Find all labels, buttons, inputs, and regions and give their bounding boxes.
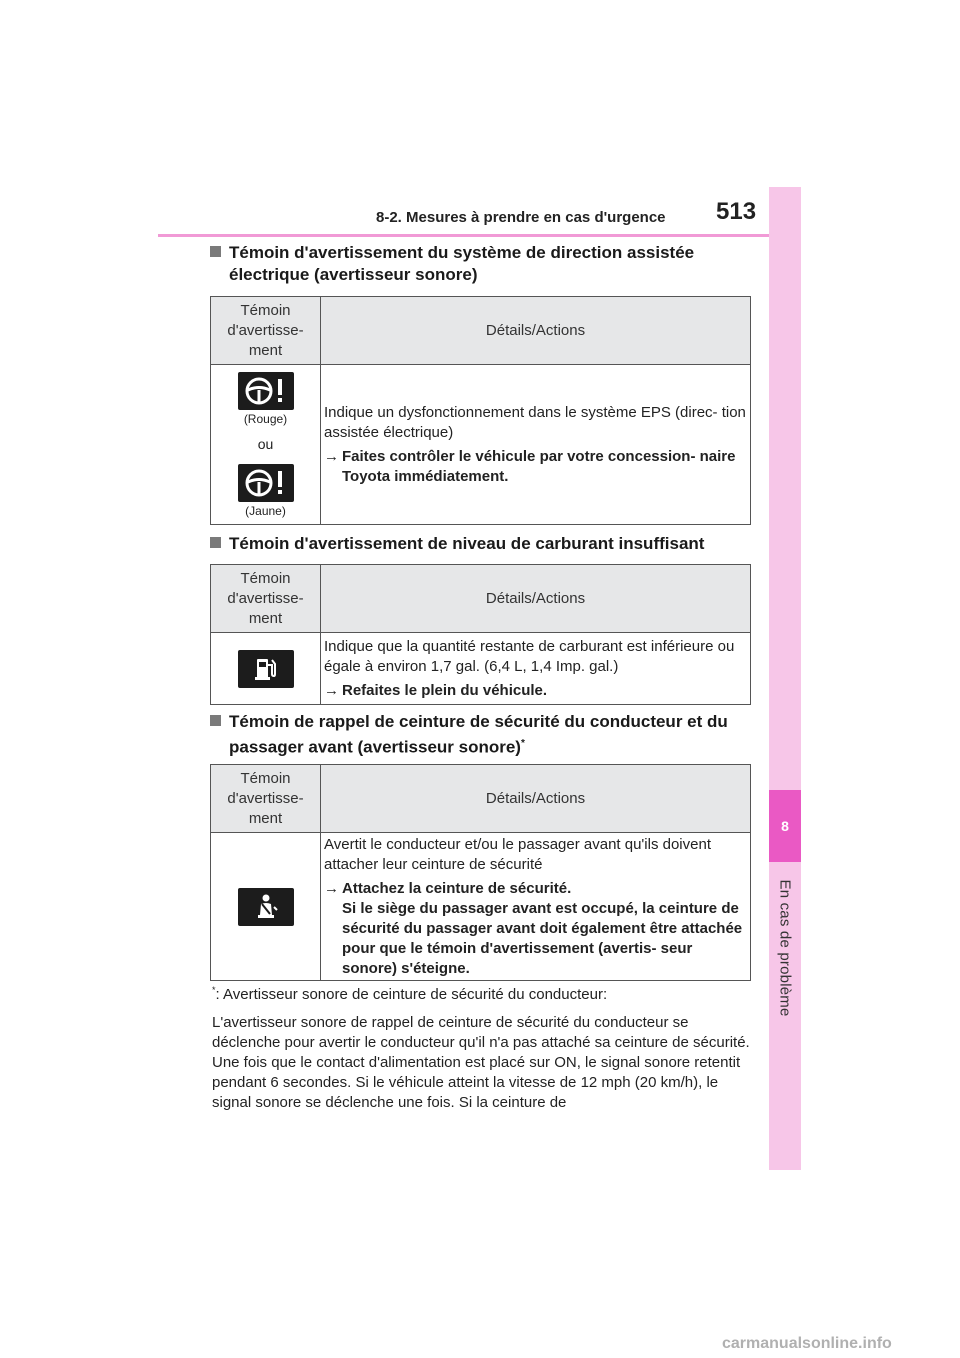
section-heading-fuel: Témoin d'avertissement de niveau de carburant insuffisant: [210, 533, 755, 555]
action-text: Refaites le plein du véhicule.: [342, 681, 548, 699]
col-header-details: Détails/Actions: [485, 322, 586, 339]
footnote: *: Avertisseur sonore de ceinture de sécurité du conducteur:: [212, 985, 608, 1003]
warning-light-cell: [211, 833, 321, 980]
table-header-row: [211, 765, 750, 832]
section-heading-seatbelt: Témoin de rappel de ceinture de sécurité du conducteur et du passager avant (avertisseur sonore)*: [210, 711, 755, 759]
description-text: Indique que la quantité restante de carburant est inférieure ou égale à environ 1,7 gal. (6,4 L, 1,4 Imp. gal.): [324, 637, 735, 675]
col-header-warning-light: Témoin d'avertisse- ment: [211, 765, 321, 832]
table-row: [211, 364, 750, 524]
table-row: [211, 632, 750, 704]
bullet-square-icon: [210, 246, 221, 257]
steering-warning-icon: [238, 464, 294, 502]
chapter-number-badge: 8: [769, 790, 801, 862]
bullet-square-icon: [210, 715, 221, 726]
fuel-pump-icon: [238, 650, 294, 688]
warning-light-cell: [211, 633, 321, 704]
col-header-details: Détails/Actions: [485, 590, 586, 607]
bullet-square-icon: [210, 537, 221, 548]
seatbelt-icon: [238, 888, 294, 926]
action-item: [324, 447, 746, 487]
table-header-row: [211, 565, 750, 632]
arrow-right-icon: →: [324, 681, 339, 699]
details-cell: [321, 633, 750, 704]
details-cell: [321, 833, 750, 980]
arrow-right-icon: →: [324, 879, 339, 897]
chapter-label: En cas de problème: [776, 879, 794, 1017]
icon-separator: ou: [257, 435, 274, 452]
chapter-side-tab: [769, 187, 801, 1170]
warning-light-cell: [211, 365, 321, 524]
col-header-warning-light: Témoin d'avertisse- ment: [211, 565, 321, 632]
action-item: [324, 879, 746, 979]
icon-caption-red: (Rouge): [243, 411, 288, 426]
watermark: carmanualsonline.info: [722, 1335, 892, 1352]
action-text: Faites contrôler le véhicule par votre concession- naire Toyota immédiatement.: [342, 447, 736, 485]
description-text: Avertit le conducteur et/ou le passager avant qu'ils doivent attacher leur ceinture de sécurité: [324, 835, 711, 873]
action-item: [324, 681, 746, 701]
table-row: [211, 832, 750, 980]
description-text: Indique un dysfonctionnement dans le système EPS (direc- tion assistée électrique): [324, 403, 746, 441]
page-number: 513: [716, 198, 757, 225]
seatbelt-warning-table: [210, 764, 751, 981]
section-breadcrumb: 8-2. Mesures à prendre en cas d'urgence: [376, 209, 666, 226]
action-text: Attachez la ceinture de sécurité.: [342, 879, 572, 897]
col-header-details: Détails/Actions: [485, 790, 586, 807]
fuel-warning-table: [210, 564, 751, 705]
body-paragraph: L'avertisseur sonore de rappel de ceinture de sécurité du conducteur se déclenche pour avertir le conducteur qu'il n'a pas attaché sa ceinture de sécurité. Une fois que le contact d'alimentation est placé sur ON, le signal sonore retentit pendant 6 secondes. Si le véhicule atteint la vitesse de 12 mph (20 km/h), le signal sonore se déclenche une fois. Si la ceinture de: [212, 1014, 750, 1111]
section-heading-eps: Témoin d'avertissement du système de direction assistée électrique (avertisseur sonore): [210, 242, 755, 286]
icon-caption-yellow: (Jaune): [245, 503, 286, 518]
details-cell: [321, 365, 750, 524]
table-header-row: [211, 297, 750, 364]
arrow-right-icon: →: [324, 447, 339, 465]
eps-warning-table: [210, 296, 751, 525]
col-header-warning-light: Témoin d'avertisse- ment: [211, 297, 321, 364]
header-divider: [158, 234, 769, 237]
steering-warning-icon: [238, 372, 294, 410]
action-detail-text: Si le siège du passager avant est occupé, la ceinture de sécurité du passager avant doit également être attachée pour que le témoin d'avertissement (avertis- seur sonore) s'éteigne.: [342, 899, 743, 977]
